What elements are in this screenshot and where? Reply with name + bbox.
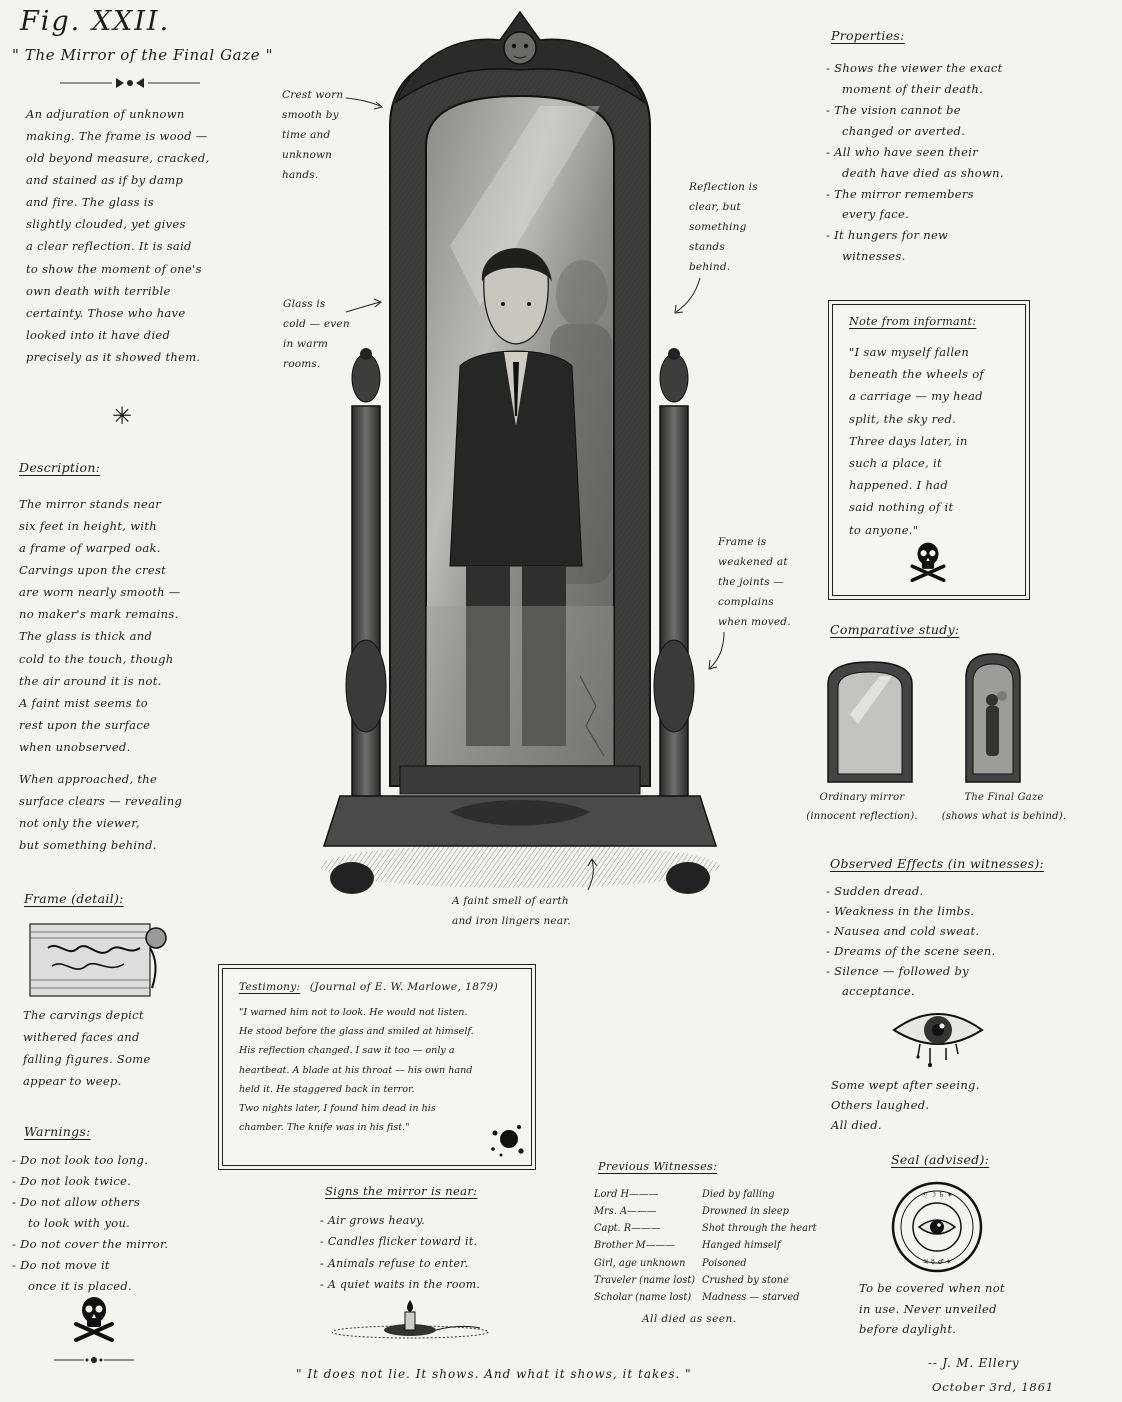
witness-fate: Hanged himself — [702, 1240, 781, 1252]
witness-fate: Poisoned — [702, 1257, 747, 1269]
testimony-source: (Journal of E. W. Marlowe, 1879) — [309, 981, 499, 993]
signature-date: October 3rd, 1861 — [932, 1380, 1054, 1394]
witness-name: Mrs. A——— — [594, 1206, 657, 1218]
effects-after-text: Some wept after seeing. Others laughed. All died. — [831, 1078, 980, 1133]
intro-text: An adjuration of unknown making. The frame is wood — old beyond measure, cracked, and stained as if by damp and fire. The glass is slightly clouded, yet gives a clear reflection. It is said to show the moment of one's own death with terrible certainty. Those who have looked into it have died precisely as it showed them. — [26, 107, 210, 364]
property-item: - All who have seen their death have died as shown. — [826, 142, 1066, 184]
witness-fate: Crushed by stone — [702, 1274, 789, 1286]
final-gaze-mirror-illustration — [962, 650, 1024, 784]
warning-item: - Do not allow others to look with you. — [12, 1192, 212, 1234]
eye-icon — [890, 1004, 986, 1068]
ordinary-mirror-caption: Ordinary mirror (innocent reflection). — [806, 792, 918, 822]
sign-item: - Air grows heavy. — [320, 1210, 540, 1231]
property-item: - It hungers for new witnesses. — [826, 225, 1066, 267]
annotation-glass: Glass is cold — even in warm rooms. — [283, 298, 350, 370]
mirror-right-post — [654, 348, 694, 826]
annotation-smell: A faint smell of earth and iron lingers near. — [452, 895, 571, 927]
sign-item: - Candles flicker toward it. — [320, 1231, 540, 1252]
testimony-heading: Testimony: — [239, 981, 301, 993]
description-text-2: When approached, the surface clears — revealing not only the viewer, but something behind. — [19, 772, 183, 853]
witnesses-heading: Previous Witnesses: — [598, 1160, 718, 1173]
property-item: - The vision cannot be changed or averted. — [826, 100, 1066, 142]
seal-text: To be covered when not in use. Never unveiled before daylight. — [859, 1281, 1005, 1337]
effect-item: - Weakness in the limbs. — [826, 901, 1066, 921]
witnesses-table — [594, 1186, 823, 1306]
seal-heading: Seal (advised): — [891, 1152, 990, 1167]
effect-item: - Nausea and cold sweat. — [826, 921, 1066, 941]
warnings-heading: Warnings: — [24, 1124, 91, 1139]
testimony-text: "I warned him not to look. He would not listen. He stood before the glass and smiled at himself. His reflection changed. I saw it too — only a heartbeat. A blade at his throat — his own hand held it. He staggered back in terror. Two nights later, I found him dead in his chamber. The knife was in his fist." — [239, 1007, 474, 1134]
witness-name: Scholar (name lost) — [594, 1291, 692, 1303]
properties-heading: Properties: — [831, 28, 905, 43]
candle-icon — [320, 1296, 500, 1340]
witness-row — [594, 1237, 823, 1254]
witness-row — [594, 1203, 823, 1220]
figure-label: Fig. XXII. — [20, 6, 171, 37]
property-item: - Shows the viewer the exact moment of their death. — [826, 58, 1066, 100]
frame-detail-illustration — [28, 918, 168, 1002]
witness-row — [594, 1255, 823, 1272]
witness-row — [594, 1220, 823, 1237]
frame-detail-text: The carvings depict withered faces and falling figures. Some appear to weep. — [23, 1008, 151, 1089]
page-subtitle: " The Mirror of the Final Gaze " — [12, 46, 274, 64]
ink-splatter-icon — [485, 1119, 525, 1159]
divider-ornament — [60, 76, 200, 90]
warning-item: - Do not cover the mirror. — [12, 1234, 212, 1255]
effect-item: - Silence — followed by acceptance. — [826, 961, 1066, 1001]
final-gaze-caption: The Final Gaze (shows what is behind). — [941, 792, 1067, 822]
effects-heading: Observed Effects (in witnesses): — [830, 856, 1045, 871]
seal-eye-icon — [890, 1180, 984, 1274]
description-text: The mirror stands near six feet in height, with a frame of warped oak. Carvings upon the crest are worn nearly smooth — no maker's mark remains. The glass is thick and cold to the touch, though the air around it is not. A faint mist seems to rest upon the surface when unobserved. — [19, 497, 181, 754]
skull-crossbones-icon — [70, 1294, 118, 1342]
mirror-left-post — [346, 348, 386, 826]
sign-item: - A quiet waits in the room. — [320, 1274, 540, 1295]
witness-fate: Died by falling — [702, 1189, 775, 1200]
witnesses-footer: All died as seen. — [642, 1313, 737, 1325]
witness-row — [594, 1186, 823, 1203]
effect-item: - Sudden dread. — [826, 881, 1066, 901]
svg-text:♃ ☿ ♂ ✶: ♃ ☿ ♂ ✶ — [922, 1258, 952, 1266]
witness-name: Lord H——— — [594, 1189, 659, 1200]
note-heading: Note from informant: — [849, 315, 977, 328]
witness-row — [594, 1272, 823, 1289]
ordinary-mirror-illustration — [822, 654, 918, 784]
witness-fate: Shot through the heart — [702, 1223, 817, 1235]
testimony-box — [222, 968, 532, 1166]
warning-item: - Do not move it once it is placed. — [12, 1255, 212, 1297]
witness-row — [594, 1289, 823, 1306]
warning-item: - Do not look too long. — [12, 1150, 212, 1171]
annotation-frame-joints: Frame is weakened at the joints — complains when moved. — [718, 536, 791, 628]
signs-list — [320, 1210, 540, 1296]
witness-name: Capt. R——— — [594, 1223, 661, 1235]
informant-note-box — [832, 304, 1026, 596]
witness-name: Brother M——— — [594, 1240, 676, 1252]
witness-fate: Madness — starved — [702, 1291, 800, 1303]
properties-list — [826, 58, 1066, 267]
property-item: - The mirror remembers every face. — [826, 184, 1066, 226]
asterisk-ornament-icon: ✳ — [112, 402, 133, 430]
annotation-reflection: Reflection is clear, but something stands behind. — [689, 181, 758, 273]
signs-heading: Signs the mirror is near: — [325, 1184, 478, 1198]
annotation-crest: Crest worn smooth by time and unknown hands. — [282, 89, 344, 181]
signature-name: -- J. M. Ellery — [928, 1356, 1020, 1370]
sign-item: - Animals refuse to enter. — [320, 1253, 540, 1274]
effect-item: - Dreams of the scene seen. — [826, 941, 1066, 961]
comparative-heading: Comparative study: — [830, 622, 960, 637]
description-heading: Description: — [19, 460, 101, 475]
witness-name: Traveler (name lost) — [594, 1274, 696, 1286]
closing-quote: " It does not lie. It shows. And what it shows, it takes. " — [296, 1367, 692, 1381]
divider-ornament — [54, 1354, 134, 1366]
witness-name: Girl, age unknown — [594, 1257, 686, 1269]
svg-text:☉ ☽ ♄ ✶: ☉ ☽ ♄ ✶ — [921, 1191, 953, 1199]
frame-detail-heading: Frame (detail): — [24, 891, 124, 906]
note-text: "I saw myself fallen beneath the wheels of a carriage — my head split, the sky red. Three days later, in such a place, it happened. I had said nothing of it to anyone." — [849, 345, 984, 537]
warnings-list — [12, 1150, 212, 1296]
warning-item: - Do not look twice. — [12, 1171, 212, 1192]
effects-list — [826, 881, 1066, 1001]
skull-crossbones-icon — [907, 539, 949, 583]
witness-fate: Drowned in sleep — [702, 1206, 789, 1218]
